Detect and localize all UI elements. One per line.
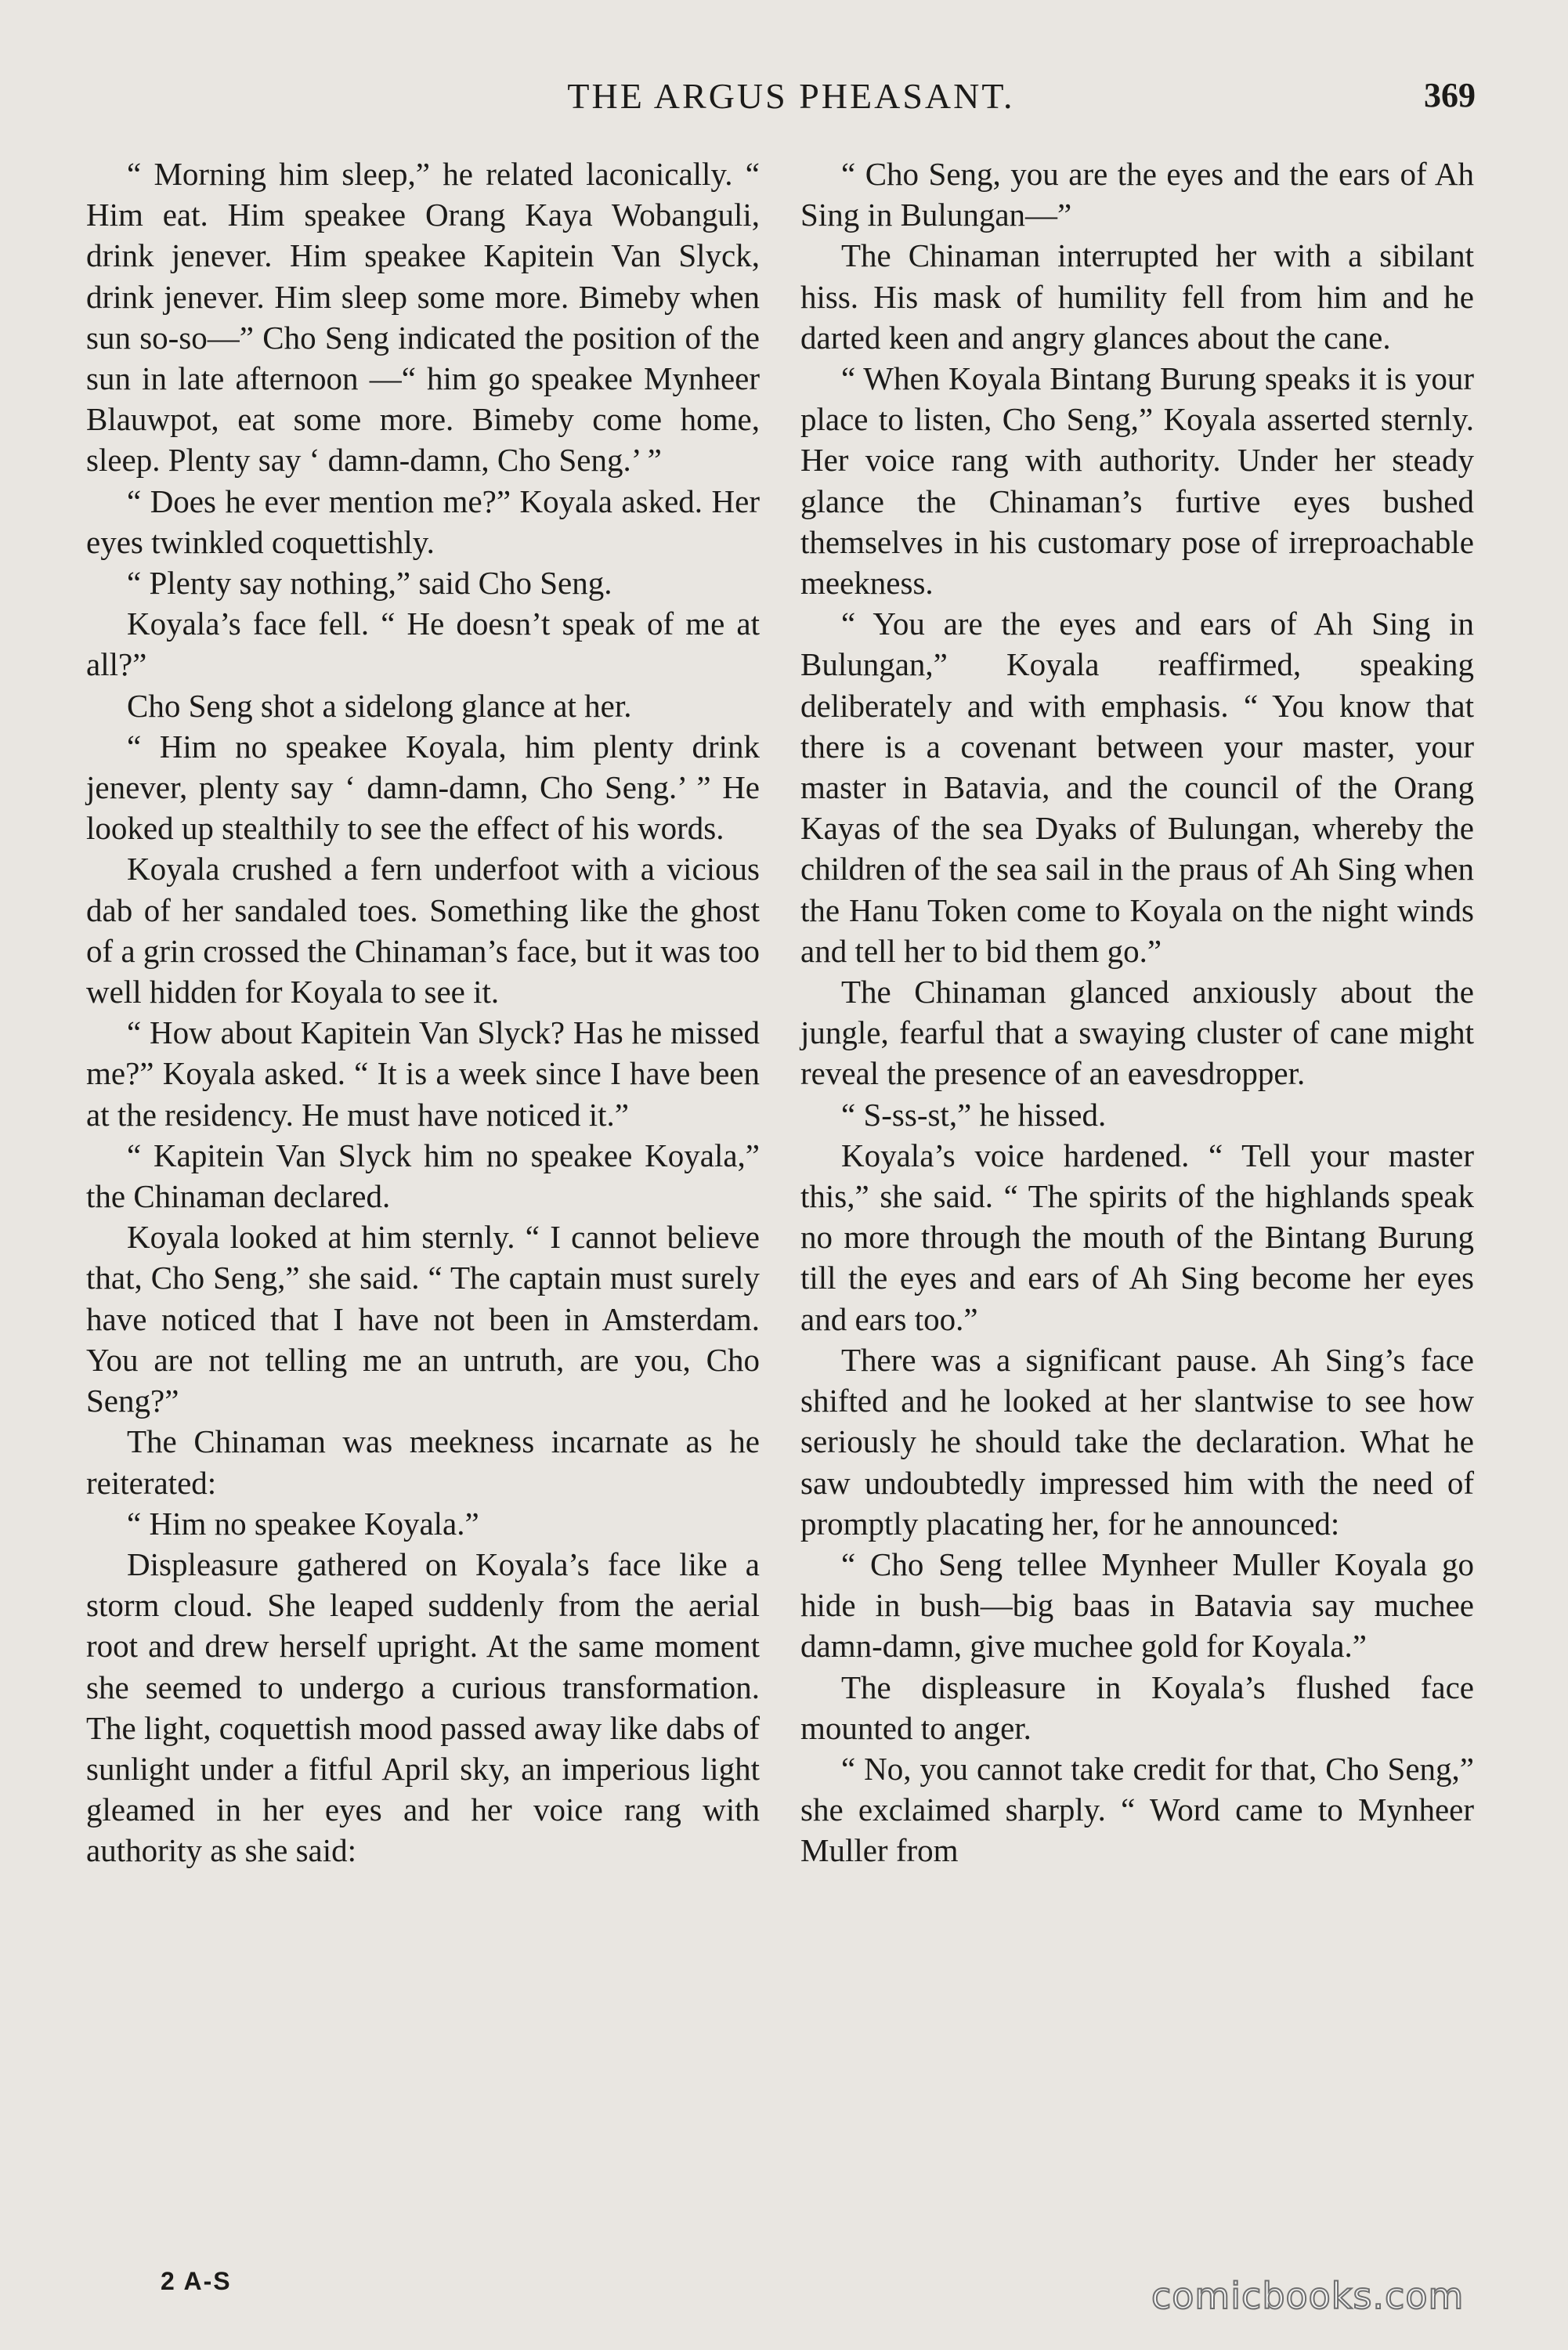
paragraph: “ S-ss-st,” he hissed. [841,1096,1107,1133]
paragraph: “ When Koyala Bintang Burung speaks it is your place to listen, Cho Seng,” Koyala asserted sternly. Her voice rang with authority. Under her steady glance the Chinaman’s furtive eyes bushed themselves in his customary pose of irreproachable meekness. [800,360,1474,602]
paragraph: “ You are the eyes and ears of Ah Sing in Bulungan,” Koyala reaffirmed, speaking deliberately and with emphasis. “ You know that there is a covenant between your master, your master in Batavia, and the council of the Orang Kayas of the sea Dyaks of Bulungan, whereby the children of the sea sail in the praus of Ah Sing when the Hanu Token come to Koyala on the night winds and tell her to bid them go.” [800,606,1474,969]
paragraph: Koyala’s face fell. “ He doesn’t speak of me at all?” [86,606,760,683]
paragraph: “ Plenty say nothing,” said Cho Seng. [127,565,612,602]
paragraph: The Chinaman was meekness incarnate as he reiterated: [86,1423,760,1501]
paragraph: Koyala looked at him sternly. “ I cannot believe that, Cho Seng,” she said. “ The captain must surely have noticed that I have not been in Amsterdam. You are not telling me an untruth, are you, Cho Seng?” [86,1219,760,1419]
running-header [0,75,1568,122]
paragraph: The displeasure in Koyala’s flushed face mounted to anger. [800,1668,1474,1746]
paragraph: “ Does he ever mention me?” Koyala asked. Her eyes twinkled coquettishly. [86,483,760,560]
paragraph: “ How about Kapitein Van Slyck? Has he missed me?” Koyala asked. “ It is a week since I have been at the residency. He must have noticed it.” [86,1014,760,1133]
left-column [86,154,760,1871]
paragraph: There was a significant pause. Ah Sing’s face shifted and he looked at her slantwise to see how seriously he should take the declaration. What he saw undoubtedly impressed him with the need of promptly placating her, for he announced: [800,1341,1474,1542]
paragraph: “ Him no speakee Koyala, him plenty drink jenever, plenty say ‘ damn-damn, Cho Seng.’ ” He looked up stealthily to see the effect of his words. [86,728,760,847]
paragraph: The Chinaman glanced anxiously about the jungle, fearful that a swaying cluster of cane might reveal the presence of an eavesdropper. [800,974,1474,1092]
signature-mark: 2 A-S [161,2267,232,2295]
running-title: THE ARGUS PHEASANT. [567,76,1015,116]
paragraph: The Chinaman interrupted her with a sibilant hiss. His mask of humility fell from him and he darted keen and angry glances about the cane. [800,237,1474,356]
watermark: comicbooks.com [1151,2275,1465,2317]
paragraph: “ Him no speakee Koyala.” [127,1505,479,1542]
paragraph: Cho Seng shot a sidelong glance at her. [127,687,632,724]
paragraph: “ Cho Seng, you are the eyes and the ears of Ah Sing in Bulungan—” [800,156,1474,233]
paragraph: “ Cho Seng tellee Mynheer Muller Koyala go hide in bush—big baas in Batavia say muchee damn-damn, give muchee gold for Koyala.” [800,1546,1474,1665]
paragraph: “ No, you cannot take credit for that, Cho Seng,” she exclaimed sharply. “ Word came to Mynheer Muller from [800,1750,1474,1869]
paragraph: Displeasure gathered on Koyala’s face like a storm cloud. She leaped suddenly from the aerial root and drew herself upright. At the same moment she seemed to undergo a curious transformation. The light, coquettish mood passed away like dabs of sunlight under a fitful April sky, an imperious light gleamed in her eyes and her voice rang with authority as she said: [86,1546,760,1869]
paragraph: “ Kapitein Van Slyck him no speakee Koyala,” the Chinaman declared. [86,1137,760,1215]
paragraph: “ Morning him sleep,” he related laconically. “ Him eat. Him speakee Orang Kaya Wobanguli, drink jenever. Him speakee Kapitein Van Slyck, drink jenever. Him sleep some more. Bimeby when sun so-so—” Cho Seng indicated the position of the sun in late afternoon —“ him go speakee Mynheer Blauwpot, eat some more. Bimeby come home, sleep. Plenty say ‘ damn-damn, Cho Seng.’ ” [86,156,760,479]
paragraph: Koyala’s voice hardened. “ Tell your master this,” she said. “ The spirits of the highlands speak no more through the mouth of the Bintang Burung till the eyes and ears of Ah Sing become her eyes and ears too.” [800,1137,1474,1337]
page-number: 369 [1424,76,1476,114]
right-column [800,154,1474,1871]
paragraph: Koyala crushed a fern underfoot with a vicious dab of her sandaled toes. Something like the ghost of a grin crossed the Chinaman’s face, but it was too well hidden for Koyala to see it. [86,851,760,1010]
